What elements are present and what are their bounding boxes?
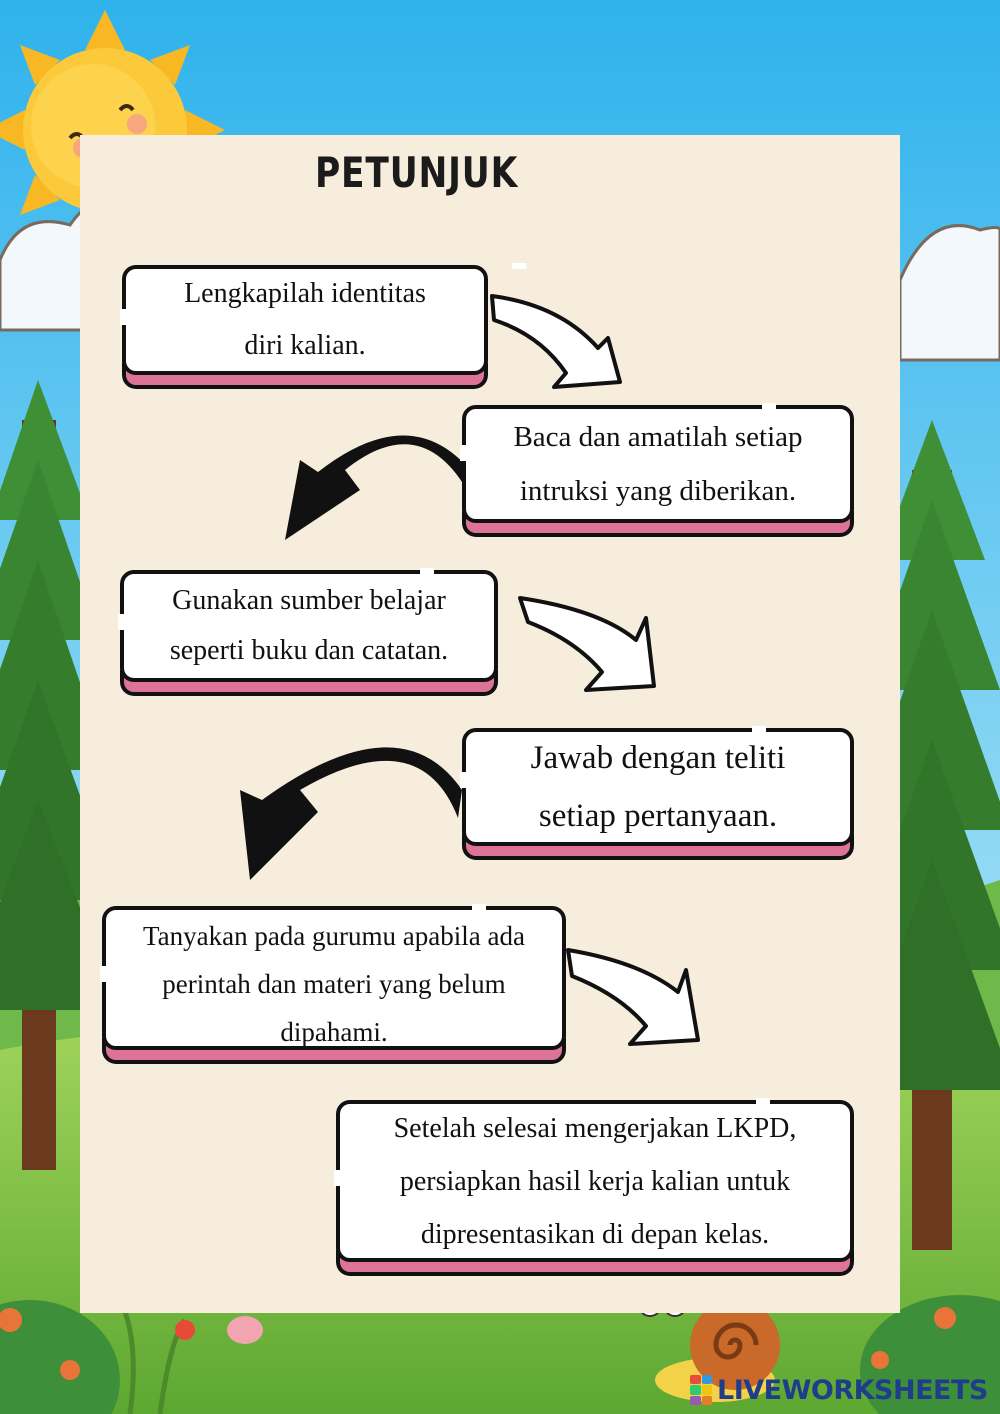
step-card-2 [462, 405, 854, 537]
step-card-6 [336, 1100, 854, 1276]
page-title: PETUNJUK [315, 148, 519, 197]
card-box [122, 265, 488, 375]
step-card-3 [120, 570, 498, 696]
step-card-1 [122, 265, 488, 389]
card-box [462, 728, 854, 846]
step-text: Gunakan sumber belajar seperti buku dan catatan. [169, 585, 449, 666]
liveworksheets-logo [690, 1372, 995, 1408]
card-box [102, 906, 566, 1050]
step-card-4 [462, 728, 854, 860]
step-text: Baca dan amatilah setiap intruksi yang diberikan. [513, 421, 803, 507]
card-box [120, 570, 498, 682]
watermark-text: LIVEWORKSHEETS [717, 1374, 988, 1406]
card-box [462, 405, 854, 523]
card-box [336, 1100, 854, 1262]
step-card-5 [102, 906, 566, 1064]
liveworksheets-mark-icon [690, 1375, 712, 1405]
step-text: Lengkapilah identitas diri kalian. [184, 278, 426, 361]
step-text: Jawab dengan teliti setiap pertanyaan. [530, 740, 786, 834]
step-text: Tanyakan pada gurumu apabila ada perintah dan materi yang belum dipahami. [143, 921, 525, 1047]
step-text: Setelah selesai mengerjakan LKPD, persiapkan hasil kerja kalian untuk dipresentasikan di depan kelas. [393, 1112, 797, 1250]
